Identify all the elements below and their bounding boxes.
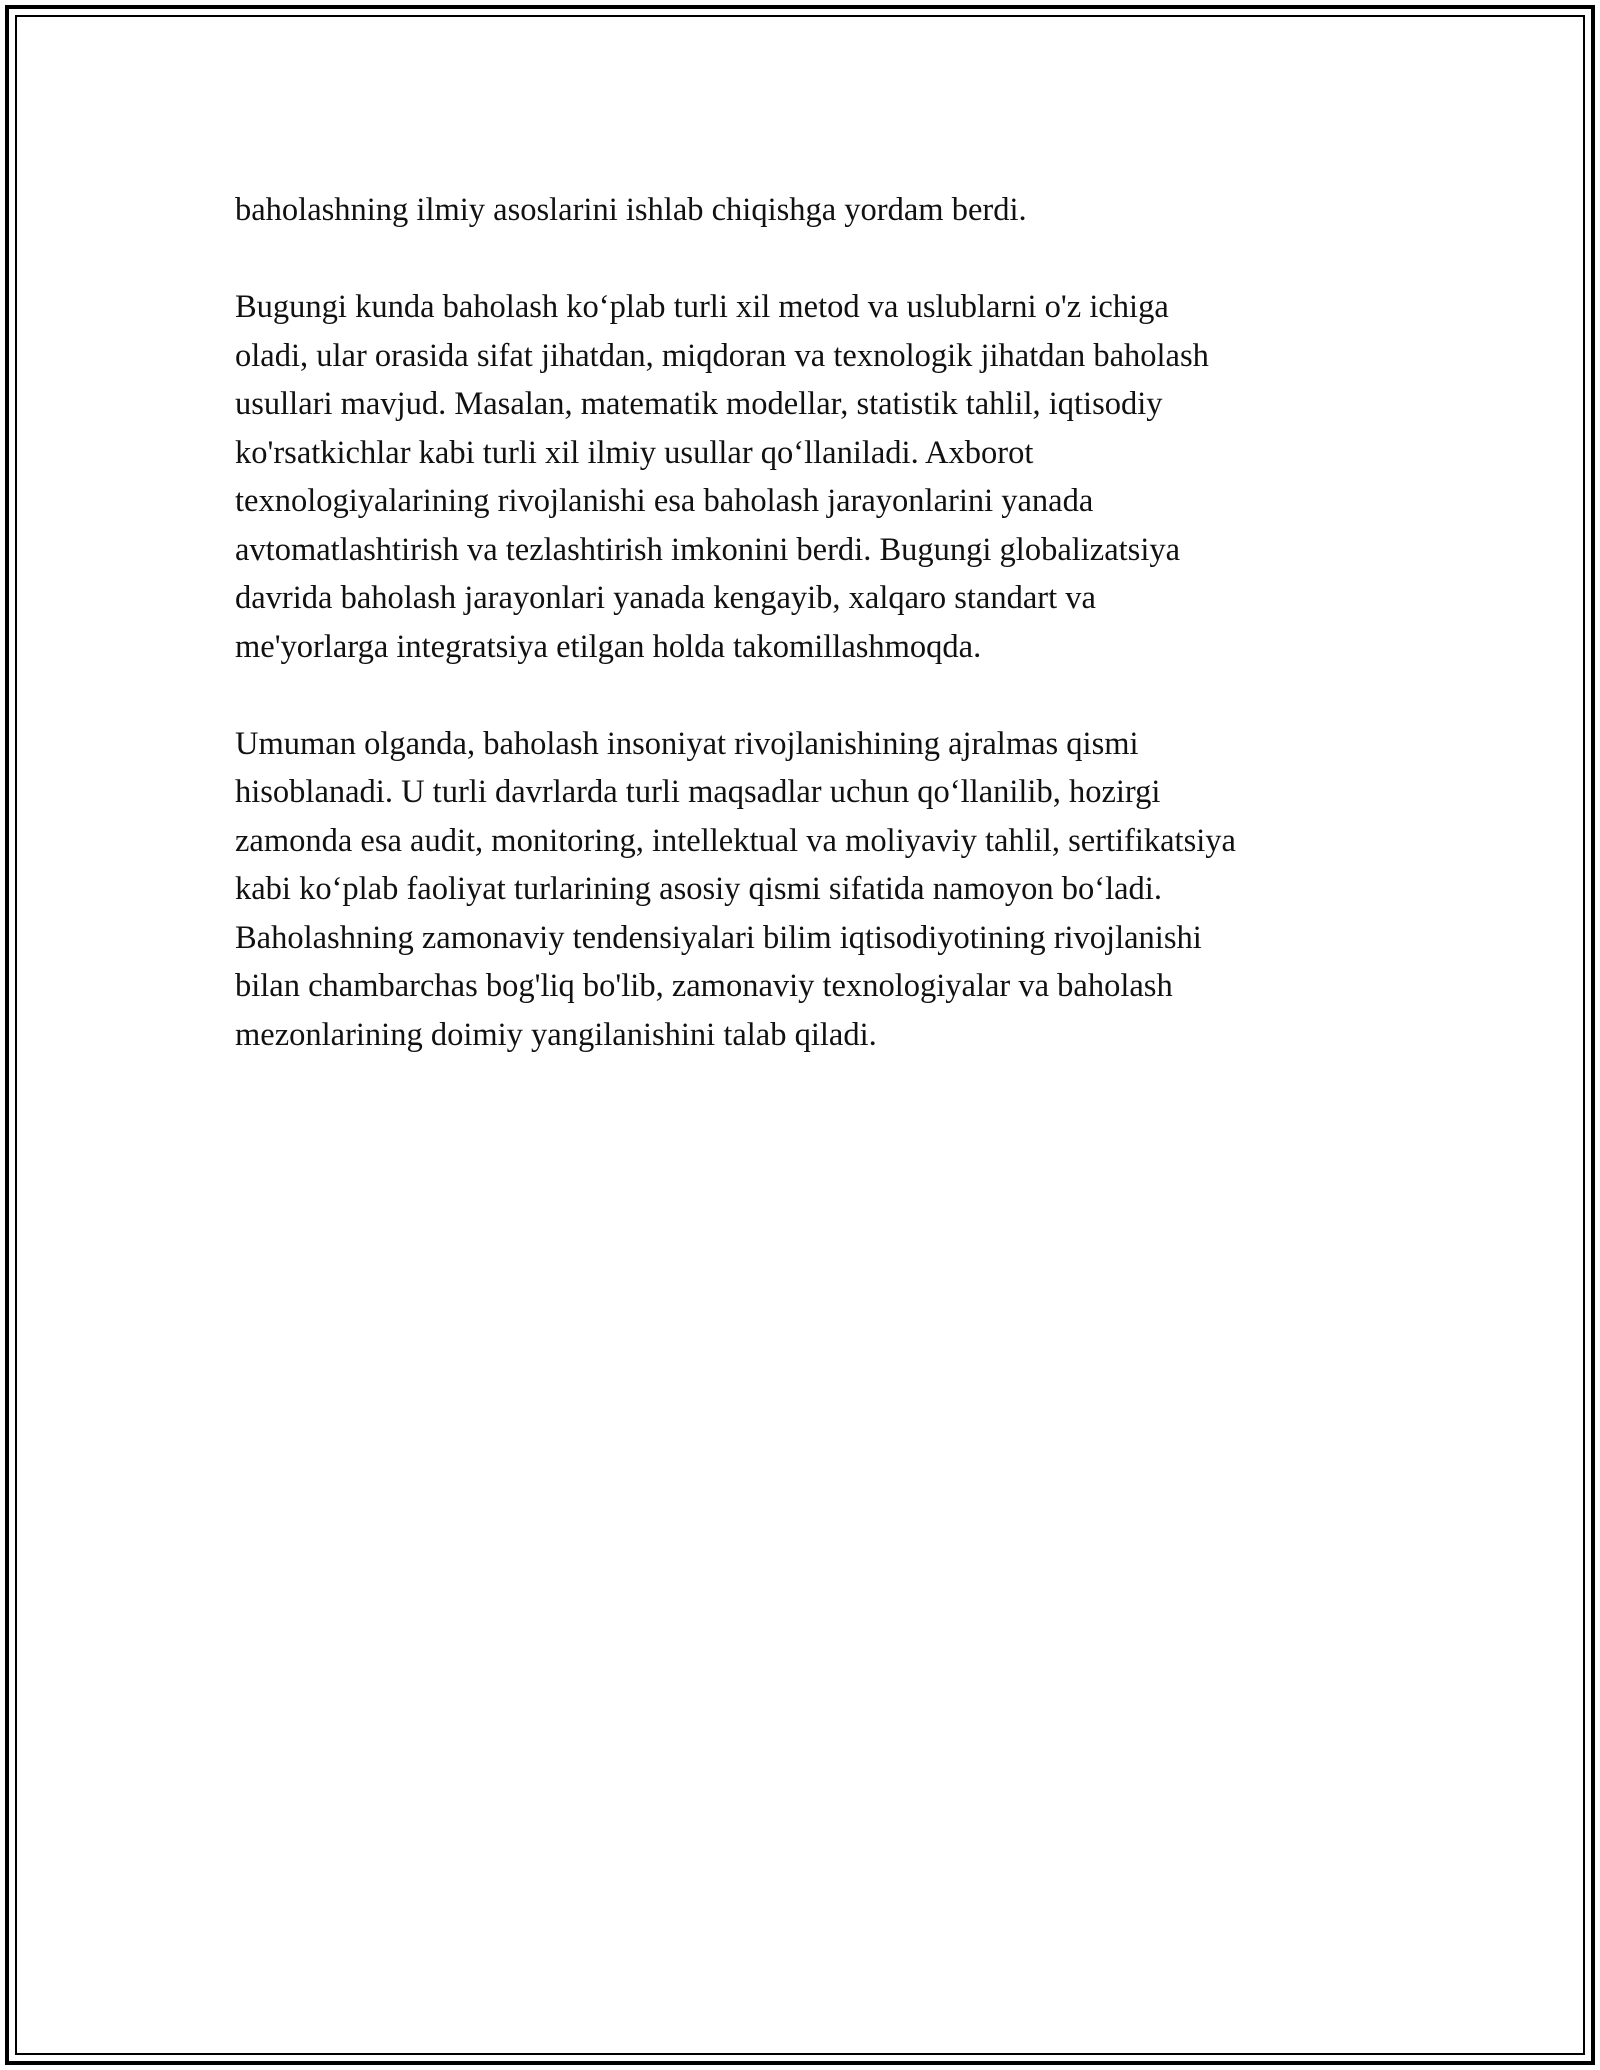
paragraph-2: Bugungi kunda baholash ko‘plab turli xil metod va uslublarni o'z ichiga oladi, ular orasida sifat jihatdan, miqdoran va texnologik jihatdan baholash usullari mavjud. Masalan, matematik modellar, statistik tahlil, iqtisodiy ko'rsatkichlar kabi turli xil ilmiy usullar qo‘llaniladi. Axborot texnologiyalarining rivojlanishi esa baholash jarayonlarini yanada avtomatlashtirish va tezlashtirish imkonini berdi. Bugungi globalizatsiya davrida baholash jarayonlari yanada kengayib, xalqaro standart va me'yorlarga integratsiya etilgan holda takomillashmoqda. bbox=[235, 289, 1209, 665]
paragraph-1: baholashning ilmiy asoslarini ishlab chiqishga yordam berdi. bbox=[235, 192, 1027, 228]
paragraph-3: Umuman olganda, baholash insoniyat rivojlanishining ajralmas qismi hisoblanadi. U turli davrlarda turli maqsadlar uchun qo‘llanilib, hozirgi zamonda esa audit, monitoring, intellektual va moliyaviy tahlil, sertifikatsiya kabi ko‘plab faoliyat turlarining asosiy qismi sifatida namoyon bo‘ladi. Baholashning zamonaviy tendensiyalari bilim iqtisodiyotining rivojlanishi bilan chambarchas bog'liq bo'lib, zamonaviy texnologiyalar va baholash mezonlarining doimiy yangilanishini talab qiladi. bbox=[235, 725, 1236, 1053]
document-body bbox=[235, 186, 1385, 1108]
